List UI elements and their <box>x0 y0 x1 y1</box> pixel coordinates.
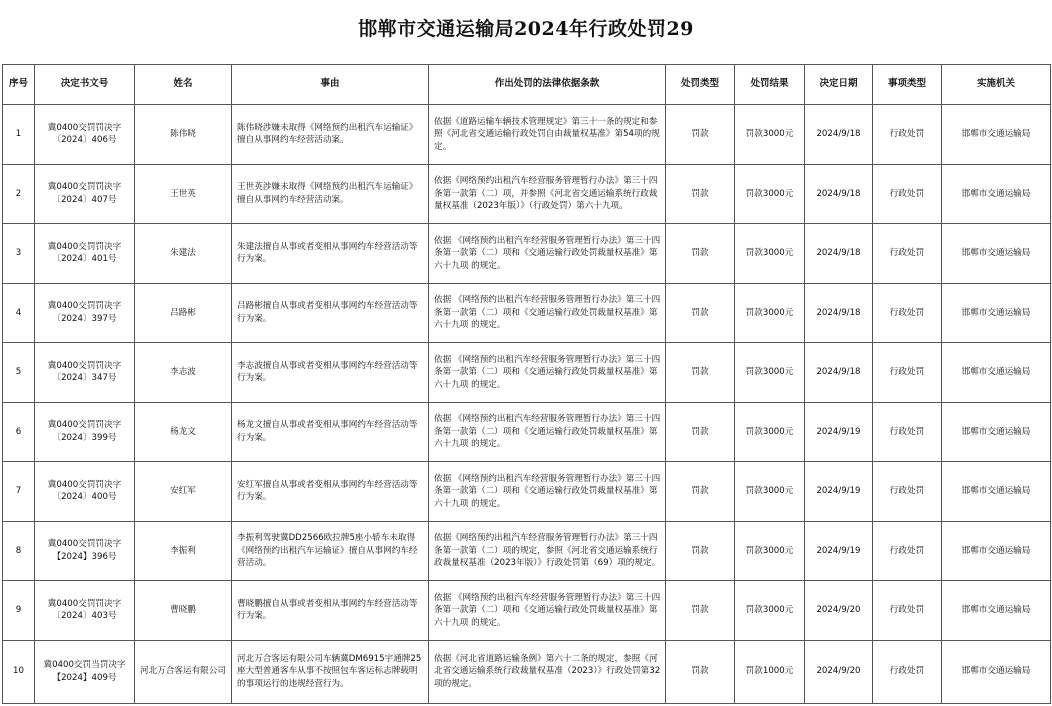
cell-doc: 冀0400交罚罚决字〔2024〕406号 <box>35 105 135 165</box>
cell-category: 行政处罚 <box>873 521 942 581</box>
cell-name: 河北万合客运有限公司 <box>135 640 232 703</box>
cell-agency: 邯郸市交通运输局 <box>942 343 1051 403</box>
cell-name: 朱建法 <box>135 224 232 284</box>
header-row <box>3 65 1051 105</box>
cell-type: 罚款 <box>666 521 735 581</box>
cell-no: 9 <box>3 581 35 641</box>
penalty-table <box>2 64 1051 704</box>
cell-doc: 冀0400交罚罚决字〔2024〕347号 <box>35 343 135 403</box>
header-no: 序号 <box>3 65 35 105</box>
header-date: 决定日期 <box>805 65 873 105</box>
cell-reason: 李振利驾驶冀DD2566欧拉牌5座小轿车未取得《网络预约出租汽车运输证》擅自从事网约车经营活动。 <box>232 521 429 581</box>
cell-agency: 邯郸市交通运输局 <box>942 581 1051 641</box>
cell-name: 曹晓鹏 <box>135 581 232 641</box>
cell-result: 罚款1000元 <box>735 640 805 703</box>
header-result: 处罚结果 <box>735 65 805 105</box>
cell-result: 罚款3000元 <box>735 343 805 403</box>
header-name: 姓名 <box>135 65 232 105</box>
cell-no: 3 <box>3 224 35 284</box>
cell-category: 行政处罚 <box>873 402 942 462</box>
table-row <box>3 105 1051 165</box>
table-row <box>3 581 1051 641</box>
header-doc: 决定书文号 <box>35 65 135 105</box>
cell-reason: 吕路彬擅自从事或者变相从事网约车经营活动等行为案。 <box>232 283 429 343</box>
cell-name: 李振利 <box>135 521 232 581</box>
cell-doc: 冀0400交罚罚决字〔2024〕397号 <box>35 283 135 343</box>
cell-date: 2024/9/19 <box>805 402 873 462</box>
cell-type: 罚款 <box>666 164 735 224</box>
table-row <box>3 224 1051 284</box>
page-title: 邯郸市交通运输局2024年行政处罚29 <box>358 18 694 40</box>
cell-result: 罚款3000元 <box>735 283 805 343</box>
table-row <box>3 462 1051 522</box>
cell-type: 罚款 <box>666 343 735 403</box>
cell-doc: 冀0400交罚罚决字〔2024〕403号 <box>35 581 135 641</box>
cell-result: 罚款3000元 <box>735 224 805 284</box>
cell-result: 罚款3000元 <box>735 105 805 165</box>
cell-result: 罚款3000元 <box>735 462 805 522</box>
cell-date: 2024/9/19 <box>805 462 873 522</box>
cell-no: 6 <box>3 402 35 462</box>
header-category: 事项类型 <box>873 65 942 105</box>
header-type: 处罚类型 <box>666 65 735 105</box>
cell-doc: 冀0400交罚罚决字〔2024〕401号 <box>35 224 135 284</box>
cell-date: 2024/9/18 <box>805 343 873 403</box>
cell-doc: 冀0400交罚罚决字〔2024〕400号 <box>35 462 135 522</box>
cell-type: 罚款 <box>666 581 735 641</box>
cell-type: 罚款 <box>666 224 735 284</box>
cell-category: 行政处罚 <box>873 462 942 522</box>
cell-reason: 陈伟晓涉嫌未取得《网络预约出租汽车运输证》擅自从事网约车经营活动案。 <box>232 105 429 165</box>
cell-reason: 朱建法擅自从事或者变相从事网约车经营活动等行为案。 <box>232 224 429 284</box>
header-agency: 实施机关 <box>942 65 1051 105</box>
cell-basis: 依据 《网络预约出租汽车经营服务管理暂行办法》第三十四条第一款第（二）项和《交通运输行政处罚裁量权基准》第六十九项 的规定。 <box>429 283 666 343</box>
cell-category: 行政处罚 <box>873 224 942 284</box>
table-row <box>3 164 1051 224</box>
cell-name: 安红军 <box>135 462 232 522</box>
cell-name: 吕路彬 <box>135 283 232 343</box>
cell-basis: 依据 《网络预约出租汽车经营服务管理暂行办法》第三十四条第一款第（二）项和《交通运输行政处罚裁量权基准》第六十九项 的规定。 <box>429 224 666 284</box>
cell-reason: 曹晓鹏擅自从事或者变相从事网约车经营活动等行为案。 <box>232 581 429 641</box>
cell-doc: 冀0400交罚罚决字〔2024〕399号 <box>35 402 135 462</box>
cell-agency: 邯郸市交通运输局 <box>942 105 1051 165</box>
cell-agency: 邯郸市交通运输局 <box>942 283 1051 343</box>
cell-doc: 冀0400交罚当罚决字【2024】409号 <box>35 640 135 703</box>
cell-basis: 依据 《网络预约出租汽车经营服务管理暂行办法》第三十四条第一款第（二）项和《交通运输行政处罚裁量权基准》第六十九项 的规定。 <box>429 462 666 522</box>
cell-basis: 依据 《网络预约出租汽车经营服务管理暂行办法》第三十四条第一款第（二）项和《交通运输行政处罚裁量权基准》第六十九项 的规定。 <box>429 343 666 403</box>
table-row <box>3 343 1051 403</box>
cell-category: 行政处罚 <box>873 283 942 343</box>
cell-result: 罚款3000元 <box>735 581 805 641</box>
cell-type: 罚款 <box>666 105 735 165</box>
cell-doc: 冀0400交罚罚决字【2024】396号 <box>35 521 135 581</box>
cell-date: 2024/9/18 <box>805 224 873 284</box>
cell-agency: 邯郸市交通运输局 <box>942 521 1051 581</box>
cell-category: 行政处罚 <box>873 343 942 403</box>
cell-category: 行政处罚 <box>873 581 942 641</box>
cell-name: 杨龙文 <box>135 402 232 462</box>
cell-reason: 安红军擅自从事或者变相从事网约车经营活动等行为案。 <box>232 462 429 522</box>
cell-agency: 邯郸市交通运输局 <box>942 164 1051 224</box>
cell-result: 罚款3000元 <box>735 402 805 462</box>
cell-no: 10 <box>3 640 35 703</box>
cell-doc: 冀0400交罚罚决字〔2024〕407号 <box>35 164 135 224</box>
cell-date: 2024/9/18 <box>805 164 873 224</box>
cell-reason: 李志波擅自从事或者变相从事网约车经营活动等行为案。 <box>232 343 429 403</box>
cell-reason: 王世英涉嫌未取得《网络预约出租汽车运输证》擅自从事网约车经营活动案。 <box>232 164 429 224</box>
cell-date: 2024/9/20 <box>805 581 873 641</box>
cell-date: 2024/9/18 <box>805 283 873 343</box>
cell-category: 行政处罚 <box>873 164 942 224</box>
cell-agency: 邯郸市交通运输局 <box>942 402 1051 462</box>
cell-category: 行政处罚 <box>873 640 942 703</box>
table-row <box>3 402 1051 462</box>
cell-basis: 依据《道路运输车辆技术管理规定》第三十一条的规定和参照《河北省交通运输行政处罚自由裁量权基准》第54项的规定。 <box>429 105 666 165</box>
cell-result: 罚款3000元 <box>735 164 805 224</box>
cell-basis: 依据《网络预约出租汽车经营服务管理暂行办法》第三十四条第一款第（二）项的规定，参照《河北省交通运输系统行政裁量权基准（2023年版）》行政处罚第（69）项的规定。 <box>429 521 666 581</box>
cell-name: 陈伟晓 <box>135 105 232 165</box>
cell-basis: 依据《网络预约出租汽车经营服务管理暂行办法》第三十四条第一款第（二）项，并参照《河北省交通运输系统行政裁量权基准（2023年版）》（行政处罚）第六十九项。 <box>429 164 666 224</box>
cell-no: 7 <box>3 462 35 522</box>
cell-date: 2024/9/18 <box>805 105 873 165</box>
table-row <box>3 283 1051 343</box>
cell-type: 罚款 <box>666 462 735 522</box>
cell-type: 罚款 <box>666 283 735 343</box>
cell-reason: 河北万合客运有限公司车辆冀DM6915宇通牌25座大型普通客车从事不按照包车客运标志牌载明的事项运行的违规经营行为。 <box>232 640 429 703</box>
cell-no: 2 <box>3 164 35 224</box>
cell-basis: 依据 《网络预约出租汽车经营服务管理暂行办法》第三十四条第一款第（二）项和《交通运输行政处罚裁量权基准》第六十九项 的规定。 <box>429 402 666 462</box>
cell-type: 罚款 <box>666 402 735 462</box>
table-row <box>3 521 1051 581</box>
header-basis: 作出处罚的法律依据条款 <box>429 65 666 105</box>
cell-agency: 邯郸市交通运输局 <box>942 640 1051 703</box>
cell-no: 8 <box>3 521 35 581</box>
cell-date: 2024/9/19 <box>805 521 873 581</box>
cell-name: 王世英 <box>135 164 232 224</box>
cell-no: 1 <box>3 105 35 165</box>
cell-agency: 邯郸市交通运输局 <box>942 224 1051 284</box>
table-row <box>3 640 1051 703</box>
cell-basis: 依据 《网络预约出租汽车经营服务管理暂行办法》第三十四条第一款第（二）项和《交通运输行政处罚裁量权基准》第六十九项 的规定。 <box>429 581 666 641</box>
cell-basis: 依据《河北省道路运输条例》第六十二条的规定，参照《河北省交通运输系统行政裁量权基准（2023）》行政处罚第32项的规定。 <box>429 640 666 703</box>
cell-name: 李志波 <box>135 343 232 403</box>
cell-reason: 杨龙文擅自从事或者变相从事网约车经营活动等行为案。 <box>232 402 429 462</box>
cell-result: 罚款3000元 <box>735 521 805 581</box>
cell-no: 5 <box>3 343 35 403</box>
header-reason: 事由 <box>232 65 429 105</box>
cell-no: 4 <box>3 283 35 343</box>
cell-agency: 邯郸市交通运输局 <box>942 462 1051 522</box>
cell-category: 行政处罚 <box>873 105 942 165</box>
cell-date: 2024/9/20 <box>805 640 873 703</box>
cell-type: 罚款 <box>666 640 735 703</box>
